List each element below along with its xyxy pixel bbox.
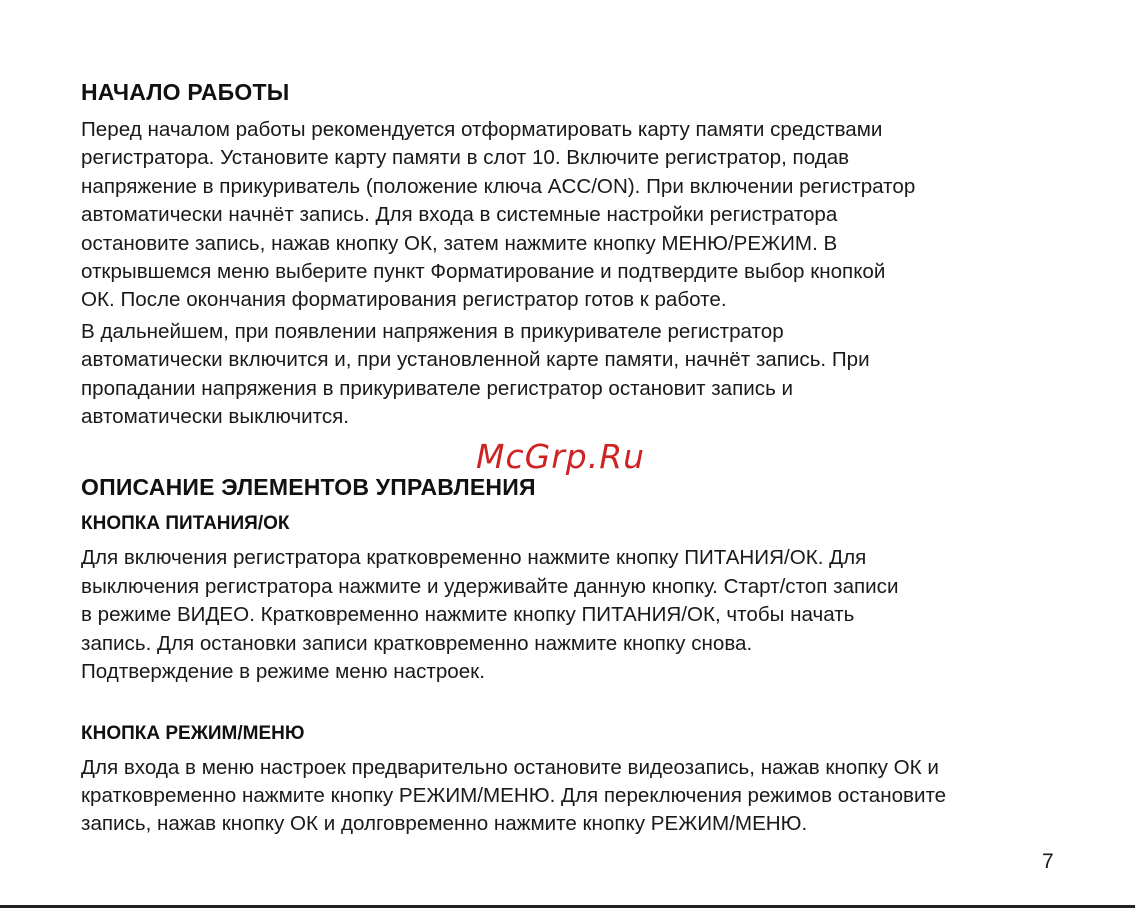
text-line: кратковременно нажмите кнопку РЕЖИМ/МЕНЮ. Для переключения режимов остановите <box>81 783 947 807</box>
text-line: пропадании напряжения в прикуривателе регистратор остановит запись и <box>81 376 794 400</box>
subsection-title-power-ok: КНОПКА ПИТАНИЯ/ОК <box>81 513 290 535</box>
text-line: автоматически выключится. <box>81 405 349 429</box>
text-line: автоматически начнёт запись. Для входа в системные настройки регистратора <box>81 203 838 227</box>
text-line: Для включения регистратора кратковременно нажмите кнопку ПИТАНИЯ/ОК. Для <box>81 546 867 570</box>
paragraph-formatting <box>81 116 1081 315</box>
section-title-getting-started: НАЧАЛО РАБОТЫ <box>81 79 290 105</box>
text-line: в режиме ВИДЕО. Кратковременно нажмите кнопку ПИТАНИЯ/ОК, чтобы начать <box>81 603 855 627</box>
text-line: напряжение в прикуриватель (положение ключа ACC/ON). При включении регистратор <box>81 174 916 198</box>
text-line: В дальнейшем, при появлении напряжения в прикуривателе регистратор <box>81 319 784 343</box>
text-line: Для входа в меню настроек предварительно остановите видеозапись, нажав кнопку ОК и <box>81 755 939 779</box>
paragraph-auto-power <box>81 318 1081 432</box>
section-title-controls: ОПИСАНИЕ ЭЛЕМЕНТОВ УПРАВЛЕНИЯ <box>81 474 536 501</box>
paragraph-mode-menu <box>81 754 1081 839</box>
text-line: Подтверждение в режиме меню настроек. <box>81 660 485 684</box>
watermark: McGrp.Ru <box>476 437 646 476</box>
paragraph-power-ok <box>81 544 1081 686</box>
text-line: автоматически включится и, при установленной карте памяти, начнёт запись. При <box>81 348 870 372</box>
text-line: выключения регистратора нажмите и удерживайте данную кнопку. Старт/стоп записи <box>81 574 899 598</box>
text-line: открывшемся меню выберите пункт Форматирование и подтвердите выбор кнопкой <box>81 260 886 284</box>
page-number: 7 <box>1042 850 1054 873</box>
subsection-title-mode-menu: КНОПКА РЕЖИМ/МЕНЮ <box>81 722 305 744</box>
text-line: ОК. После окончания форматирования регистратор готов к работе. <box>81 288 727 312</box>
text-line: регистратора. Установите карту памяти в слот 10. Включите регистратор, подав <box>81 146 850 170</box>
text-line: остановите запись, нажав кнопку ОК, затем нажмите кнопку МЕНЮ/РЕЖИМ. В <box>81 231 838 255</box>
text-line: запись. Для остановки записи кратковременно нажмите кнопку снова. <box>81 631 753 655</box>
text-line: Перед началом работы рекомендуется отформатировать карту памяти средствами <box>81 118 883 141</box>
text-line: запись, нажав кнопку ОК и долговременно нажмите кнопку РЕЖИМ/МЕНЮ. <box>81 812 808 836</box>
